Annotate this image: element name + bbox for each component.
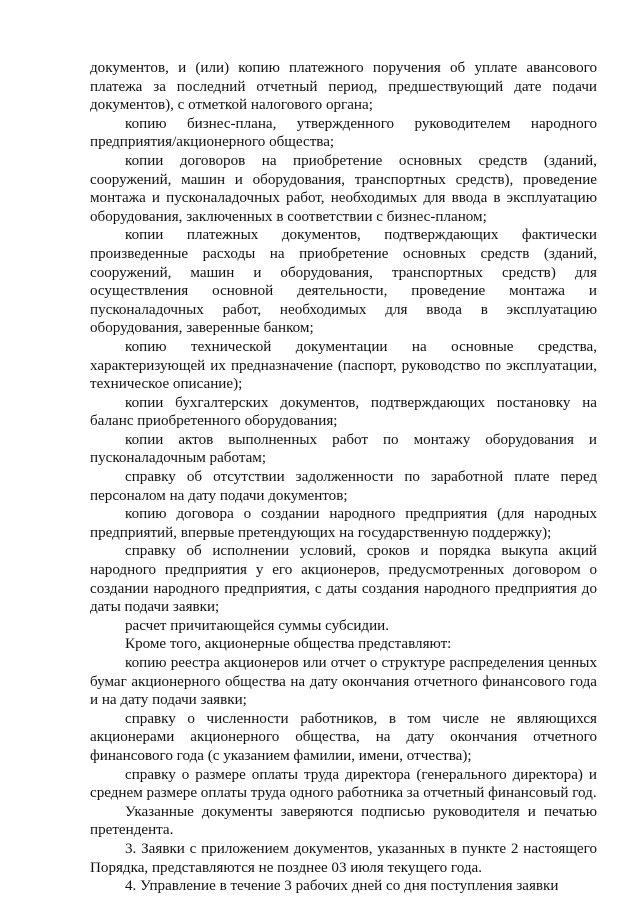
paragraph-share-buyback-certificate: справку об исполнении условий, сроков и порядка выкупа акций народного предприятия у его акционеров, предусмотренных договором о создании народного предприятия, с даты создания народного предприятия до даты подачи заявки; <box>90 543 597 616</box>
paragraph-continuation: документов, и (или) копию платежного поручения об уплате авансового платежа за последний отчетный период, предшествующий дате подачи документов), с отметкой налогового органа; <box>90 60 597 114</box>
paragraph-payment-documents: копии платежных документов, подтверждающих фактически произведенные расходы на приобретение основных средств (зданий, сооружений, машин и оборудования, транспортных средств) для осуществления основной деятельности, проведение монтажа и пусконаладочных работ, необходимых для ввода в эксплуатацию оборудования, заверенные банком; <box>90 227 597 337</box>
paragraph-certification-note: Указанные документы заверяются подписью руководителя и печатью претендента. <box>90 803 597 839</box>
paragraph-accounting-documents: копии бухгалтерских документов, подтверждающих постановку на баланс приобретенного оборудования; <box>90 394 597 430</box>
paragraph-subsidy-calculation: расчет причитающейся суммы субсидии. <box>125 617 390 634</box>
paragraph-item-3: 3. Заявки с приложением документов, указанных в пункте 2 настоящего Порядка, представляются не позднее 03 июля текущего года. <box>90 840 597 876</box>
paragraph-joint-stock-intro: Кроме того, акционерные общества представляют: <box>125 636 452 653</box>
document-page <box>90 59 597 896</box>
paragraph-technical-documentation: копию технической документации на основные средства, характеризующей их предназначение (паспорт, руководство по эксплуатации, техническое описание); <box>90 338 597 393</box>
paragraph-item-4: 4. Управление в течение 3 рабочих дней со дня поступления заявки <box>125 878 559 895</box>
paragraph-business-plan: копию бизнес-плана, утвержденного руководителем народного предприятия/акционерного общества; <box>90 115 597 151</box>
paragraph-work-acts: копии актов выполненных работ по монтажу оборудования и пусконаладочным работам; <box>90 431 597 467</box>
paragraph-salary-debt-certificate: справку об отсутствии задолженности по заработной плате перед персоналом на дату подачи документов; <box>90 469 597 504</box>
paragraph-employee-count: справку о численности работников, в том числе не являющихся акционерами акционерного общества, на дату окончания отчетного финансового года (с указанием фамилии, имени, отчества); <box>90 710 597 764</box>
paragraph-salary-certificate: справку о размере оплаты труда директора (генерального директора) и среднем размере оплаты труда одного работника за отчетный финансовый год. <box>90 766 597 802</box>
paragraph-purchase-contracts: копии договоров на приобретение основных средств (зданий, сооружений, машин и оборудования, транспортных средств), проведение монтажа и пусконаладочных работ, необходимых для ввода в эксплуатацию оборудования, заключенных в соответствии с бизнес-планом; <box>90 152 597 225</box>
paragraph-enterprise-agreement: копию договора о создании народного предприятия (для народных предприятий, впервые претендующих на государственную поддержку); <box>90 506 597 541</box>
paragraph-shareholder-register: копию реестра акционеров или отчет о структуре распределения ценных бумаг акционерного общества на дату окончания отчетного финансового года и на дату подачи заявки; <box>90 655 597 709</box>
